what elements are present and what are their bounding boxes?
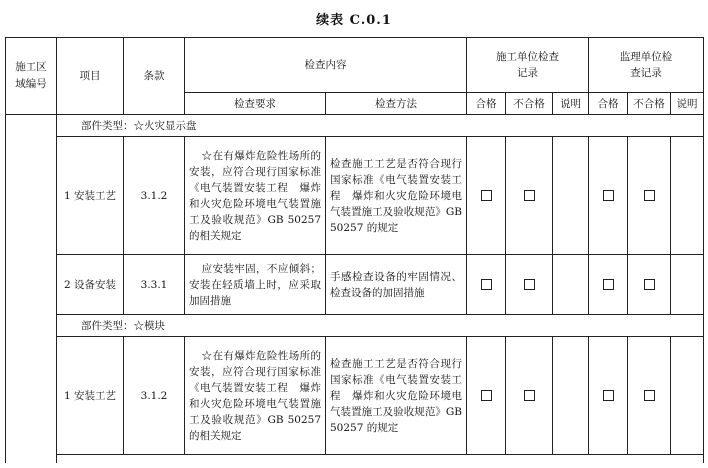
table-title: 续表 C.0.1 bbox=[316, 13, 392, 28]
note-supervision[interactable] bbox=[671, 137, 704, 255]
header-note-construction: 说明 bbox=[553, 93, 589, 115]
note-supervision[interactable] bbox=[671, 337, 704, 455]
area-number-cell bbox=[6, 115, 57, 463]
row-requirement: ☆在有爆炸危险性场所的安装，应符合现行国家标准《电气装置安装工程 爆炸和火灾危险环境电气装置施工及验收规范》GB 50257 的相关规定 bbox=[185, 137, 326, 255]
note-construction[interactable] bbox=[553, 337, 589, 455]
row-item: 2 设备安装 bbox=[57, 255, 124, 315]
checkbox-fail-supervision[interactable] bbox=[628, 137, 671, 255]
note-construction[interactable] bbox=[553, 255, 589, 315]
section-label: 部件类型：☆火灾显示盘 bbox=[57, 115, 704, 137]
note-construction[interactable] bbox=[553, 137, 589, 255]
note-supervision[interactable] bbox=[671, 255, 704, 315]
header-check-content: 检查内容 bbox=[185, 38, 467, 93]
row-requirement: 应安装牢固，不应倾斜；安装在轻质墙上时，应采取加固措施 bbox=[185, 255, 326, 315]
header-fail-construction: 不合格 bbox=[506, 93, 553, 115]
header-area: 施工区域编号 bbox=[6, 38, 57, 115]
checkbox-pass-supervision[interactable] bbox=[589, 255, 628, 315]
header-clause: 条款 bbox=[124, 38, 185, 115]
checkbox-pass-construction[interactable] bbox=[467, 337, 506, 455]
table-continuation bbox=[57, 455, 704, 463]
row-method: 检查施工工艺是否符合现行国家标准《电气装置安装工程 爆炸和火灾危险环境电气装置施工及验收规范》GB 50257 的规定 bbox=[326, 137, 467, 255]
row-item: 1 安装工艺 bbox=[57, 337, 124, 455]
row-requirement: ☆在有爆炸危险性场所的安装，应符合现行国家标准《电气装置安装工程 爆炸和火灾危险环境电气装置施工及验收规范》GB 50257 的相关规定 bbox=[185, 337, 326, 455]
checkbox-fail-supervision[interactable] bbox=[628, 337, 671, 455]
checkbox-pass-supervision[interactable] bbox=[589, 337, 628, 455]
inspection-table bbox=[5, 37, 704, 463]
header-supervision-record: 监理单位检查记录 bbox=[589, 38, 704, 93]
header-item: 项目 bbox=[57, 38, 124, 115]
checkbox-pass-construction[interactable] bbox=[467, 255, 506, 315]
header-construction-record: 施工单位检查记录 bbox=[467, 38, 589, 93]
checkbox-pass-construction[interactable] bbox=[467, 137, 506, 255]
section-label: 部件类型：☆模块 bbox=[57, 315, 704, 337]
header-pass-supervision: 合格 bbox=[589, 93, 628, 115]
header-check-requirement: 检查要求 bbox=[185, 93, 326, 115]
checkbox-fail-construction[interactable] bbox=[506, 337, 553, 455]
checkbox-fail-construction[interactable] bbox=[506, 137, 553, 255]
checkbox-pass-supervision[interactable] bbox=[589, 137, 628, 255]
row-method: 手感检查设备的牢固情况、检查设备的加固措施 bbox=[326, 255, 467, 315]
row-clause: 3.3.1 bbox=[124, 255, 185, 315]
header-check-method: 检查方法 bbox=[326, 93, 467, 115]
header-pass-construction: 合格 bbox=[467, 93, 506, 115]
row-clause: 3.1.2 bbox=[124, 337, 185, 455]
header-note-supervision: 说明 bbox=[671, 93, 704, 115]
row-clause: 3.1.2 bbox=[124, 137, 185, 255]
header-fail-supervision: 不合格 bbox=[628, 93, 671, 115]
checkbox-fail-construction[interactable] bbox=[506, 255, 553, 315]
row-item: 1 安装工艺 bbox=[57, 137, 124, 255]
checkbox-fail-supervision[interactable] bbox=[628, 255, 671, 315]
row-method: 检查施工工艺是否符合现行国家标准《电气装置安装工程 爆炸和火灾危险环境电气装置施工及验收规范》GB 50257 的规定 bbox=[326, 337, 467, 455]
